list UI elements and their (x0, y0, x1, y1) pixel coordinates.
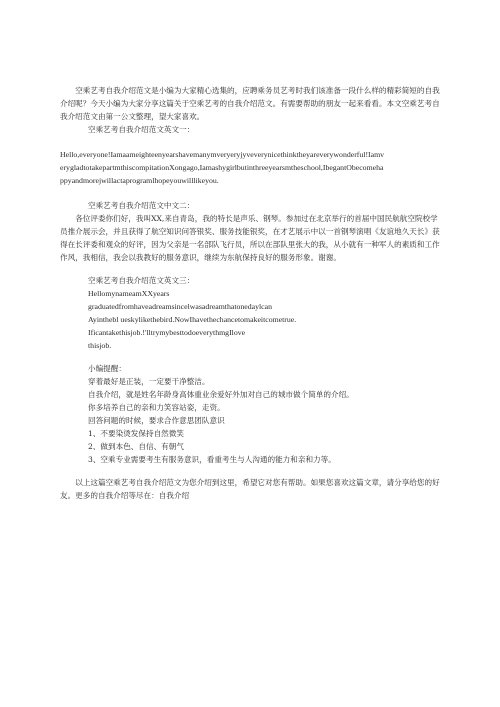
english-three-line-1: HellomynameamXXyears (88, 289, 170, 298)
tip-item: 3、空乘专业需要考生有服务意识，看重考生与人沟通的能力和亲和力等。 (88, 455, 336, 464)
english-sample-three (60, 287, 442, 352)
heading-chinese-two: 空乘艺考自我介绍范文中文二： (88, 201, 195, 210)
tip-item: 回答问题的时候，要求合作意思团队意识 (88, 416, 225, 425)
english-three-line-3: Ayinthebl ueskylikethebird.NowIhavethechancetomakeitcometrue. (88, 315, 297, 324)
tips-heading: 小编提醒： (88, 364, 126, 373)
tip-item: 自我介绍，就是姓名年龄身高体重业余爱好外加对自己的城市做个简单的介绍。 (88, 390, 354, 399)
chinese-sample-two: 各位评委你们好，我叫XX,来自青岛，我的特长是声乐、钢琴。参加过在北京举行的首届中国民航航空院校学员推介展示会，并且获得了航空知识问答银奖、服务技能银奖，在才艺展示中以一首钢琴演唱《友谊地久天长》获得在长评委和观众的好评，因为父亲是一名部队飞行员，所以在部队里张大的我，从小就有一种军人的素质和工作作风，我相信，我会以我教好的服务意识，继续为东航保持良好的服务形象。谢谢。 (60, 214, 440, 262)
english-three-line-2: graduatedfromhaveadreamsincelwasadreamthatonedaylcan (88, 302, 272, 311)
heading-english-one: 空乘艺考自我介绍范文英文一： (88, 125, 195, 134)
english-one-line-2: erygladtotakepartmthiscompitationXongago,Iamashygirlbutinthreeyearsmtheschool,IbegantObecomeha (60, 163, 384, 172)
english-one-line-3: ppyandmorejwillactaprogramlhopeyouwilllikeyou. (60, 176, 219, 185)
document-page (60, 84, 442, 502)
english-sample-one (60, 148, 442, 187)
english-one-line-1: Hello,everyone!Iamaameighteenyearshavemanymveryeryjyveverynicethinktheyareverywonderful!Iamv (60, 150, 385, 159)
heading-english-three: 空乘艺考自我介绍范文英文三： (88, 276, 195, 285)
tips-list (60, 375, 442, 466)
tip-item: 2、做到本色、自信、有朝气 (88, 442, 184, 451)
outro-paragraph: 以上这篇空乘艺考自我介绍范文为您介绍到这里，希望它对您有帮助。如果您喜欢这篇文章，请分享给您的好友。更多的自我介绍等尽在：自我介绍 (60, 478, 440, 500)
intro-paragraph: 空乘艺考自我介绍范文是小编为大家精心选集的，应聘乘务员艺考时我们该准备一段什么样的精彩简短的自我介绍呢？今天小编为大家分享这篇关于空乘艺考的自我介绍范文。有需要帮助的朋友一起来看看。本文空乘艺考自我介绍范文由第一公文整理，望大家喜欢。 (60, 86, 440, 121)
tip-item: 穿着最好是正装，一定要干净整洁。 (88, 377, 210, 386)
english-three-line-5: thisjob. (88, 341, 112, 350)
english-three-line-4: Ificantakethisjob.!'lltrymybesttodoeverythmgIlove (88, 328, 246, 337)
tip-item: 你多培养自己的亲和力笑容站姿，走资。 (88, 403, 225, 412)
tip-item: 1、不要染烫发保持自然微笑 (88, 429, 184, 438)
